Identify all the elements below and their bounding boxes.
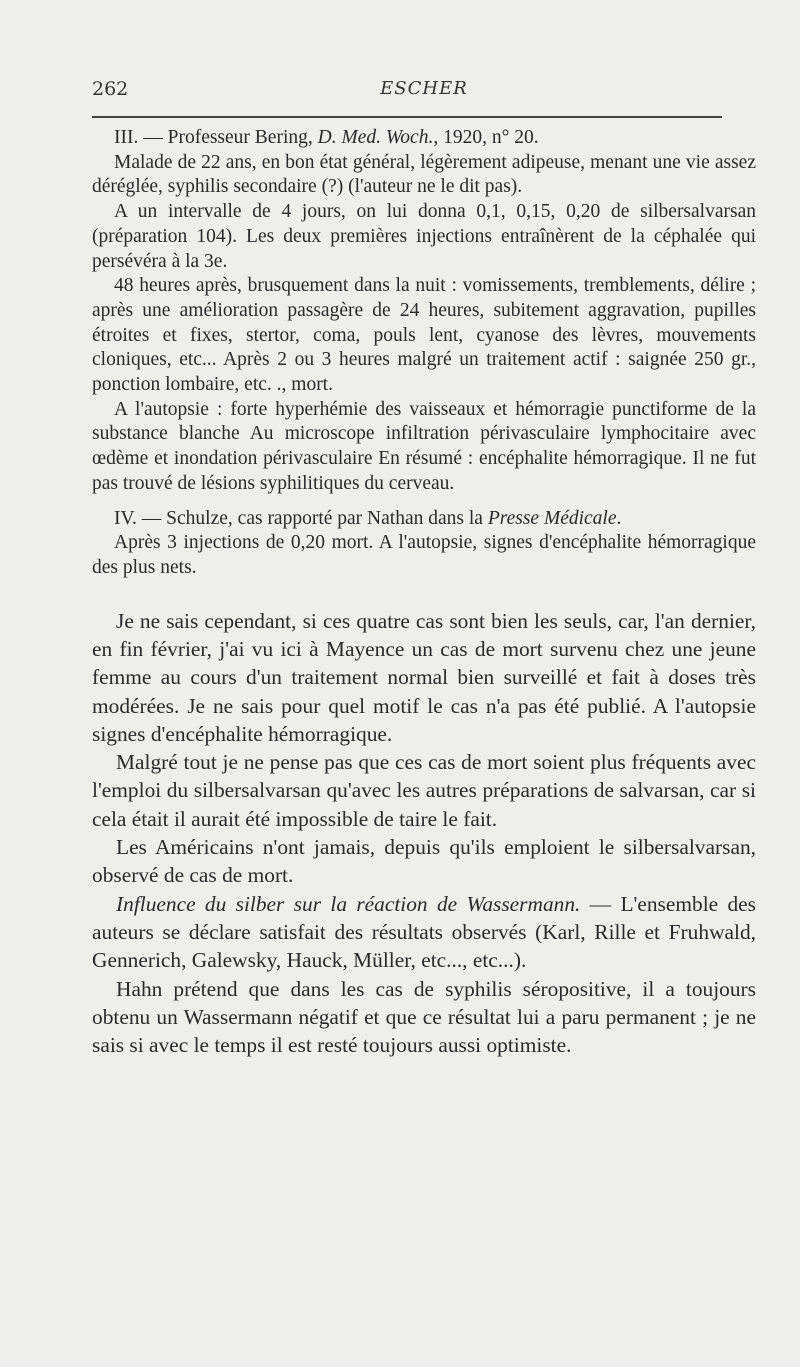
page-header — [92, 74, 756, 104]
page-body — [92, 126, 756, 1059]
case-3-paragraph: A l'autopsie : forte hyperhémie des vaisseaux et hémorragie punctiforme de la substance blanche Au microscope infiltration périvasculaire lymphocitaire avec œdème et inondation périvasculaire En résumé : encéphalite hémorragique. Il ne fut pas trouvé de lésions syphilitiques du cerveau. — [92, 398, 756, 494]
running-title: ESCHER — [380, 78, 468, 99]
body-paragraph: Hahn prétend que dans les cas de syphilis séropositive, il a toujours obtenu un Wassermann négatif et que ce résultat lui a paru permanent ; je ne sais si avec le temps il est resté toujours aussi optimiste. — [92, 976, 756, 1058]
case-3-journal: D. Med. Woch. — [317, 127, 434, 148]
body-paragraph: Je ne sais cependant, si ces quatre cas sont bien les seuls, car, l'an dernier, en fin février, j'ai vu ici à Mayence un cas de mort survenu chez une jeune femme au cours d'un traitement normal bien surveillé et fait à doses très modérées. Je ne sais pour quel motif le cas n'a pas été publié. A l'autopsie signes d'encéphalite hémorragique. — [92, 608, 756, 746]
case-3-paragraph: A un intervalle de 4 jours, on lui donna 0,1, 0,15, 0,20 de silbersalvarsan (préparation 104). Les deux premières injections entraînèrent de la céphalée qui persévéra à la 3e. — [92, 201, 756, 272]
book-page — [92, 74, 756, 1059]
section-paragraph: Influence du silber sur la réaction de Wassermann. — L'ensemble des auteurs se déclare satisfait des résultats observés (Karl, Rille et Fruhwald, Gennerich, Galewsky, Hauck, Müller, etc..., etc...). — [92, 891, 756, 973]
body-paragraph: Les Américains n'ont jamais, depuis qu'ils emploient le silbersalvarsan, observé de cas de mort. — [92, 835, 756, 888]
case-4-journal: Presse Médicale — [487, 507, 617, 529]
case-4-paragraph: Après 3 injections de 0,20 mort. A l'autopsie, signes d'encéphalite hémorragique des plus nets. — [92, 532, 756, 578]
case-4-title: IV. — Schulze, cas rapporté par Nathan dans la Presse Médicale. — [114, 507, 622, 529]
case-3-paragraph: 48 heures après, brusquement dans la nuit : vomissements, tremblements, délire ; après une amélioration passagère de 24 heures, subitement aggravation, pupilles étroites et fixes, stertor, coma, pouls lent, cyanose des lèvres, mouvements cloniques, etc... Après 2 ou 3 heures malgré un traitement actif : saignée 250 gr., ponction lombaire, etc. ., mort. — [92, 275, 756, 396]
page-number: 262 — [92, 78, 129, 100]
main-text — [92, 607, 756, 1060]
header-rule — [92, 116, 722, 118]
body-paragraph: Malgré tout je ne pense pas que ces cas de mort soient plus fréquents avec l'emploi du silbersalvarsan qu'avec les autres préparations de salvarsan, car si cela était il aurait été impossible de taire le fait. — [92, 750, 756, 831]
case-reports — [92, 126, 756, 581]
section-heading: Influence du silber sur la réaction de Wassermann. — [116, 891, 581, 916]
case-3-title: III. — Professeur Bering, D. Med. Woch., 1920, n° 20. — [114, 127, 539, 148]
case-3-paragraph: Malade de 22 ans, en bon état général, légèrement adipeuse, menant une vie assez déréglée, syphilis secondaire (?) (l'auteur ne le dit pas). — [92, 151, 756, 198]
